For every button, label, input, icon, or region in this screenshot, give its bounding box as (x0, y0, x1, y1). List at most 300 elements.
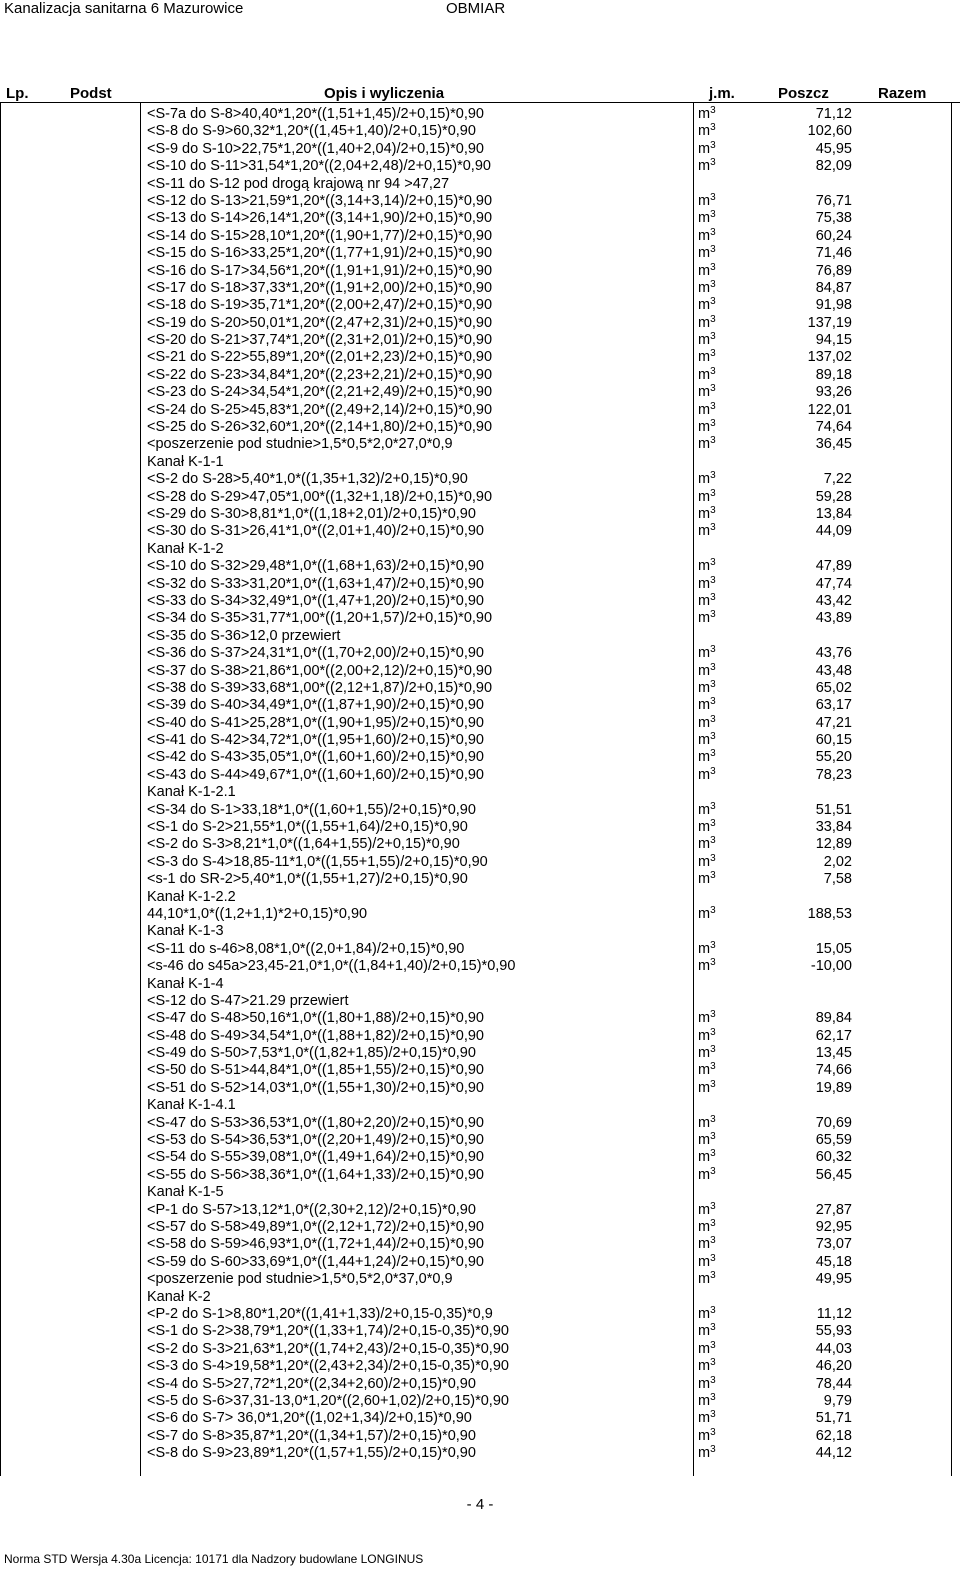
unit-exponent: 3 (710, 609, 716, 621)
row-value: 47,21 (815, 714, 852, 731)
table-row (0, 436, 960, 453)
row-description: <S-35 do S-36>12,0 przewiert (147, 627, 341, 644)
unit-base: m (698, 1427, 711, 1444)
row-description: <S-7 do S-8>35,87*1,20*((1,34+1,57)/2+0,15)*0,90 (147, 1427, 476, 1444)
unit-base: m (698, 766, 711, 783)
row-unit (698, 471, 716, 488)
row-description: <S-9 do S-10>22,75*1,20*((1,40+2,04)/2+0,15)*0,90 (147, 140, 484, 157)
row-description: <P-2 do S-1>8,80*1,20*((1,41+1,33)/2+0,15-0,35)*0,9 (147, 1305, 493, 1322)
table-row (0, 402, 960, 419)
row-unit (698, 1393, 716, 1410)
row-description: <S-38 do S-39>33,68*1,00*((2,12+1,87)/2+0,15)*0,90 (147, 679, 493, 696)
table-row (0, 1358, 960, 1375)
table-row (0, 767, 960, 784)
table-row (0, 1219, 960, 1236)
row-description: <S-8 do S-9>60,32*1,20*((1,45+1,40)/2+0,15)*0,90 (147, 123, 476, 140)
row-unit (698, 1132, 716, 1149)
unit-exponent: 3 (710, 557, 716, 569)
row-unit (698, 123, 716, 140)
row-value: 45,18 (815, 1253, 852, 1270)
row-description: <S-57 do S-58>49,89*1,0*((2,12+1,72)/2+0,15)*0,90 (147, 1219, 484, 1235)
row-description: <S-2 do S-28>5,40*1,0*((1,35+1,32)/2+0,15)*0,90 (147, 471, 468, 488)
row-value: 102,60 (807, 123, 852, 140)
row-unit (698, 506, 716, 523)
unit-base: m (698, 245, 711, 262)
unit-exponent: 3 (710, 383, 716, 395)
row-description: <S-2 do S-3>21,63*1,20*((1,74+2,43)/2+0,15-0,35)*0,90 (147, 1340, 509, 1357)
row-value: 63,17 (815, 697, 852, 714)
row-value: 70,69 (815, 1114, 852, 1131)
unit-base: m (698, 349, 711, 366)
row-description: <S-54 do S-55>39,08*1,0*((1,49+1,64)/2+0,15)*0,90 (147, 1149, 484, 1166)
table-row (0, 1097, 960, 1114)
unit-exponent: 3 (710, 400, 716, 412)
row-description: <S-17 do S-18>37,33*1,20*((1,91+2,00)/2+0,15)*0,90 (147, 279, 493, 296)
unit-exponent: 3 (710, 435, 716, 447)
row-value: 15,05 (815, 940, 852, 957)
row-description: <S-32 do S-33>31,20*1,0*((1,63+1,47)/2+0,15)*0,90 (147, 575, 484, 592)
row-description: Kanał K-1-2 (147, 540, 224, 557)
unit-base: m (698, 732, 711, 749)
unit-exponent: 3 (710, 1339, 716, 1351)
table-row (0, 1080, 960, 1097)
table-row (0, 384, 960, 401)
unit-exponent: 3 (710, 331, 716, 343)
unit-exponent: 3 (710, 1409, 716, 1421)
row-value: 33,84 (815, 819, 852, 836)
unit-exponent: 3 (710, 835, 716, 847)
row-unit (698, 1167, 716, 1184)
unit-exponent: 3 (710, 244, 716, 256)
unit-base: m (698, 384, 711, 401)
unit-base: m (698, 523, 711, 540)
row-description: Kanał K-1-5 (147, 1184, 224, 1201)
unit-base: m (698, 1410, 711, 1427)
unit-base: m (698, 697, 711, 714)
table-row (0, 1045, 960, 1062)
row-unit (698, 1045, 716, 1062)
table-row (0, 1149, 960, 1166)
row-value: 56,45 (815, 1166, 852, 1183)
row-description: <s-1 do SR-2>5,40*1,0*((1,55+1,27)/2+0,15)*0,90 (147, 871, 468, 888)
unit-exponent: 3 (710, 1131, 716, 1143)
table-row (0, 923, 960, 940)
unit-exponent: 3 (710, 487, 716, 499)
unit-base: m (698, 488, 711, 505)
unit-exponent: 3 (710, 1391, 716, 1403)
row-unit (698, 645, 716, 662)
row-value: 59,28 (815, 488, 852, 505)
table-row (0, 158, 960, 175)
unit-exponent: 3 (710, 678, 716, 690)
row-unit (698, 958, 716, 975)
row-description: <poszerzenie pod studnie>1,5*0,5*2,0*27,0*0,9 (147, 436, 453, 453)
unit-exponent: 3 (710, 296, 716, 308)
row-unit (698, 106, 716, 123)
document-header (0, 0, 960, 20)
column-opis: Opis i wyliczenia (324, 85, 445, 102)
row-unit (698, 819, 716, 836)
row-value: 44,12 (815, 1445, 852, 1462)
unit-base: m (698, 1445, 711, 1462)
table-row (0, 332, 960, 349)
row-description: <S-37 do S-38>21,86*1,00*((2,00+2,12)/2+0,15)*0,90 (147, 662, 493, 679)
row-description: <S-15 do S-16>33,25*1,20*((1,77+1,91)/2+0,15)*0,90 (147, 245, 493, 262)
row-unit (698, 610, 716, 627)
column-razem: Razem (878, 85, 927, 102)
row-unit (698, 593, 716, 610)
row-value: 82,09 (815, 158, 852, 175)
row-unit (698, 1271, 716, 1288)
table-row (0, 784, 960, 801)
table-row (0, 628, 960, 645)
table-row (0, 1236, 960, 1253)
unit-exponent: 3 (710, 1200, 716, 1212)
unit-base: m (698, 1392, 711, 1409)
row-description: <S-59 do S-60>33,69*1,0*((1,44+1,24)/2+0,15)*0,90 (147, 1253, 484, 1270)
unit-exponent: 3 (710, 105, 716, 116)
table-row (0, 715, 960, 732)
row-value: 75,38 (815, 210, 852, 227)
table-row (0, 176, 960, 193)
table-row (0, 576, 960, 593)
table-row (0, 367, 960, 384)
row-description: <S-25 do S-26>32,60*1,20*((2,14+1,80)/2+0,15)*0,90 (147, 419, 493, 436)
unit-exponent: 3 (710, 418, 716, 430)
row-description: <S-47 do S-48>50,16*1,0*((1,80+1,88)/2+0,15)*0,90 (147, 1010, 484, 1027)
row-value: 122,01 (807, 401, 852, 418)
row-unit (698, 906, 716, 923)
table-row (0, 349, 960, 366)
row-value: 7,22 (823, 471, 852, 488)
row-value: 51,51 (815, 801, 852, 818)
unit-exponent: 3 (710, 365, 716, 377)
row-description: <S-8 do S-9>23,89*1,20*((1,57+1,55)/2+0,15)*0,90 (147, 1445, 476, 1462)
row-unit (698, 1219, 716, 1236)
column-podst: Podst (70, 85, 112, 102)
table-row (0, 889, 960, 906)
unit-base: m (698, 1271, 711, 1288)
row-unit (698, 1010, 716, 1027)
table-row (0, 315, 960, 332)
row-unit (698, 158, 716, 175)
unit-base: m (698, 1201, 711, 1218)
row-unit (698, 1358, 716, 1375)
unit-base: m (698, 279, 711, 296)
table-row (0, 1254, 960, 1271)
unit-exponent: 3 (710, 157, 716, 169)
unit-exponent: 3 (710, 574, 716, 586)
unit-exponent: 3 (710, 504, 716, 516)
page-number: - 4 - (466, 1496, 494, 1513)
unit-base: m (698, 610, 711, 627)
row-unit (698, 402, 716, 419)
row-value: 137,19 (807, 314, 852, 331)
unit-exponent: 3 (710, 1165, 716, 1177)
row-description: <S-3 do S-4>19,58*1,20*((2,43+2,34)/2+0,15-0,35)*0,90 (147, 1358, 509, 1375)
row-description: <S-11 do S-12 pod drogą krajową nr 94 >47,27 (147, 175, 450, 192)
row-description: <S-34 do S-35>31,77*1,00*((1,20+1,57)/2+0,15)*0,90 (147, 610, 493, 627)
row-unit (698, 1254, 716, 1271)
row-value: 51,71 (815, 1410, 852, 1427)
table-row (0, 663, 960, 680)
software-footer: Norma STD Wersja 4.30a Licencja: 10171 dla Nadzory budowlane LONGINUS (4, 1552, 424, 1566)
unit-base: m (698, 1079, 711, 1096)
row-unit (698, 1202, 716, 1219)
unit-exponent: 3 (710, 1444, 716, 1456)
unit-base: m (698, 592, 711, 609)
row-description: <S-24 do S-25>45,83*1,20*((2,49+2,14)/2+0,15)*0,90 (147, 401, 493, 418)
row-description: <S-16 do S-17>34,56*1,20*((1,91+1,91)/2+0,15)*0,90 (147, 262, 493, 279)
row-unit (698, 1341, 716, 1358)
unit-exponent: 3 (710, 522, 716, 534)
row-unit (698, 1376, 716, 1393)
row-value: 74,66 (815, 1062, 852, 1079)
row-description: <S-18 do S-19>35,71*1,20*((2,00+2,47)/2+0,15)*0,90 (147, 297, 493, 314)
unit-exponent: 3 (710, 1304, 716, 1316)
row-description: Kanał K-1-4.1 (147, 1097, 236, 1114)
row-description: <S-53 do S-54>36,53*1,0*((2,20+1,49)/2+0,15)*0,90 (147, 1132, 484, 1149)
row-value: 78,44 (815, 1375, 852, 1392)
row-value: 36,45 (815, 436, 852, 453)
row-description: <S-33 do S-34>32,49*1,0*((1,47+1,20)/2+0,15)*0,90 (147, 592, 484, 609)
row-description: <S-22 do S-23>34,84*1,20*((2,23+2,21)/2+0,15)*0,90 (147, 366, 493, 383)
row-value: 43,76 (815, 645, 852, 662)
row-value: 12,89 (815, 836, 852, 853)
row-description: Kanał K-1-4 (147, 975, 224, 992)
unit-base: m (698, 1045, 711, 1062)
unit-exponent: 3 (710, 644, 716, 656)
unit-exponent: 3 (710, 1078, 716, 1090)
row-unit (698, 1062, 716, 1079)
unit-base: m (698, 314, 711, 331)
row-description: <P-1 do S-57>13,12*1,0*((2,30+2,12)/2+0,15)*0,90 (147, 1201, 476, 1218)
row-unit (698, 141, 716, 158)
row-value: 13,45 (815, 1045, 852, 1062)
row-value: 43,89 (815, 610, 852, 627)
unit-base: m (698, 558, 711, 575)
unit-base: m (698, 1340, 711, 1357)
row-description: <S-4 do S-5>27,72*1,20*((2,34+2,60)/2+0,15)*0,90 (147, 1375, 476, 1392)
table-row (0, 471, 960, 488)
unit-base: m (698, 1062, 711, 1079)
table-row (0, 680, 960, 697)
unit-exponent: 3 (710, 1357, 716, 1369)
row-unit (698, 836, 716, 853)
table-row (0, 1306, 960, 1323)
unit-exponent: 3 (710, 818, 716, 830)
unit-base: m (698, 1010, 711, 1027)
unit-exponent: 3 (710, 1218, 716, 1229)
unit-exponent: 3 (710, 278, 716, 290)
row-description: Kanał K-1-2.2 (147, 888, 236, 905)
row-unit (698, 680, 716, 697)
row-description: <S-50 do S-51>44,84*1,0*((1,85+1,55)/2+0,15)*0,90 (147, 1062, 484, 1079)
table-row (0, 1028, 960, 1045)
table-row (0, 228, 960, 245)
unit-base: m (698, 819, 711, 836)
row-description: <S-40 do S-41>25,28*1,0*((1,90+1,95)/2+0,15)*0,90 (147, 714, 484, 731)
row-value: 45,95 (815, 140, 852, 157)
table-row (0, 958, 960, 975)
row-description: <S-29 do S-30>8,81*1,0*((1,18+2,01)/2+0,15)*0,90 (147, 505, 476, 522)
unit-exponent: 3 (710, 1061, 716, 1073)
row-unit (698, 297, 716, 314)
row-unit (698, 697, 716, 714)
row-unit (698, 489, 716, 506)
unit-base: m (698, 645, 711, 662)
table-row (0, 645, 960, 662)
table-row (0, 1289, 960, 1306)
row-value: 62,18 (815, 1427, 852, 1444)
measurement-rows (0, 106, 960, 1462)
row-description: <S-20 do S-21>37,74*1,20*((2,31+2,01)/2+0,15)*0,90 (147, 332, 493, 349)
row-value: 188,53 (807, 905, 852, 922)
row-value: 60,32 (815, 1149, 852, 1166)
row-description: <S-36 do S-37>24,31*1,0*((1,70+2,00)/2+0,15)*0,90 (147, 645, 484, 662)
unit-base: m (698, 1253, 711, 1270)
unit-exponent: 3 (710, 939, 716, 951)
row-value: 76,71 (815, 192, 852, 209)
unit-exponent: 3 (710, 731, 716, 743)
table-row (0, 245, 960, 262)
unit-exponent: 3 (710, 226, 716, 238)
unit-exponent: 3 (710, 1009, 716, 1021)
table-row (0, 1445, 960, 1462)
unit-base: m (698, 419, 711, 436)
row-unit (698, 663, 716, 680)
row-unit (698, 767, 716, 784)
table-row (0, 906, 960, 923)
row-description: <S-13 do S-14>26,14*1,20*((3,14+1,90)/2+0,15)*0,90 (147, 210, 493, 227)
row-unit (698, 436, 716, 453)
row-value: 71,12 (815, 106, 852, 122)
table-row (0, 506, 960, 523)
row-description: Kanał K-2 (147, 1288, 211, 1305)
row-description: <S-47 do S-53>36,53*1,0*((1,80+2,20)/2+0,15)*0,90 (147, 1114, 484, 1131)
unit-exponent: 3 (710, 1235, 716, 1247)
row-description: <S-49 do S-50>7,53*1,0*((1,82+1,85)/2+0,15)*0,90 (147, 1045, 476, 1062)
row-unit (698, 715, 716, 732)
row-value: 7,58 (823, 871, 852, 888)
unit-base: m (698, 662, 711, 679)
row-value: 91,98 (815, 297, 852, 314)
unit-exponent: 3 (710, 957, 716, 969)
table-row (0, 1115, 960, 1132)
table-row (0, 1410, 960, 1427)
row-value: 60,24 (815, 227, 852, 244)
row-description: <S-12 do S-13>21,59*1,20*((3,14+3,14)/2+0,15)*0,90 (147, 192, 493, 209)
table-row (0, 1202, 960, 1219)
row-unit (698, 1115, 716, 1132)
row-unit (698, 367, 716, 384)
table-row (0, 454, 960, 471)
unit-base: m (698, 192, 711, 209)
row-value: -10,00 (810, 958, 852, 975)
row-description: <S-23 do S-24>34,54*1,20*((2,21+2,49)/2+0,15)*0,90 (147, 384, 493, 401)
row-description: <S-7a do S-8>40,40*1,20*((1,51+1,45)/2+0,15)*0,90 (147, 106, 484, 122)
unit-exponent: 3 (710, 1113, 716, 1125)
table-row (0, 1132, 960, 1149)
unit-exponent: 3 (710, 765, 716, 777)
column-poszcz: Poszcz (778, 85, 829, 102)
unit-base: m (698, 332, 711, 349)
row-unit (698, 749, 716, 766)
unit-base: m (698, 853, 711, 870)
unit-base: m (698, 106, 711, 122)
table-row (0, 141, 960, 158)
table-row (0, 280, 960, 297)
unit-base: m (698, 262, 711, 279)
row-description: 44,10*1,0*((1,2+1,1)*2+0,15)*0,90 (147, 905, 368, 922)
table-row (0, 541, 960, 558)
row-unit (698, 193, 716, 210)
row-description: <S-1 do S-2>21,55*1,0*((1,55+1,64)/2+0,15)*0,90 (147, 819, 468, 836)
table-row (0, 941, 960, 958)
unit-exponent: 3 (710, 852, 716, 864)
unit-exponent: 3 (710, 713, 716, 725)
row-description: <S-10 do S-32>29,48*1,0*((1,68+1,63)/2+0,15)*0,90 (147, 558, 484, 575)
table-row (0, 419, 960, 436)
row-value: 76,89 (815, 262, 852, 279)
row-value: 47,74 (815, 575, 852, 592)
row-value: 74,64 (815, 419, 852, 436)
row-description: <S-48 do S-49>34,54*1,0*((1,88+1,82)/2+0,15)*0,90 (147, 1027, 484, 1044)
table-row (0, 593, 960, 610)
row-description: <S-1 do S-2>38,79*1,20*((1,33+1,74)/2+0,15-0,35)*0,90 (147, 1323, 509, 1340)
table-row (0, 854, 960, 871)
unit-base: m (698, 801, 711, 818)
unit-exponent: 3 (710, 348, 716, 360)
unit-base: m (698, 1149, 711, 1166)
row-value: 44,03 (815, 1340, 852, 1357)
document-title: Kanalizacja sanitarna 6 Mazurowice (4, 0, 244, 17)
row-description: <S-21 do S-22>55,89*1,20*((2,01+2,23)/2+0,15)*0,90 (147, 349, 493, 366)
row-description: <S-41 do S-42>34,72*1,0*((1,95+1,60)/2+0,15)*0,90 (147, 732, 484, 749)
row-unit (698, 576, 716, 593)
row-value: 92,95 (815, 1219, 852, 1235)
row-unit (698, 1445, 716, 1462)
unit-exponent: 3 (710, 904, 716, 916)
unit-exponent: 3 (710, 1270, 716, 1282)
unit-base: m (698, 1114, 711, 1131)
row-description: <S-10 do S-11>31,54*1,20*((2,04+2,48)/2+0,15)*0,90 (147, 158, 491, 175)
row-unit (698, 280, 716, 297)
unit-base: m (698, 401, 711, 418)
row-value: 94,15 (815, 332, 852, 349)
row-value: 2,02 (823, 853, 852, 870)
unit-base: m (698, 227, 711, 244)
table-row (0, 871, 960, 888)
row-description: <poszerzenie pod studnie>1,5*0,5*2,0*37,0*0,9 (147, 1271, 453, 1288)
row-description: <S-58 do S-59>46,93*1,0*((1,72+1,44)/2+0,15)*0,90 (147, 1236, 484, 1253)
column-lp: Lp. (6, 85, 29, 102)
row-description: <S-11 do s-46>8,08*1,0*((2,0+1,84)/2+0,15)*0,90 (147, 940, 465, 957)
unit-base: m (698, 297, 711, 314)
unit-base: m (698, 836, 711, 853)
row-value: 84,87 (815, 279, 852, 296)
unit-base: m (698, 1236, 711, 1253)
unit-base: m (698, 140, 711, 157)
unit-exponent: 3 (710, 1026, 716, 1038)
unit-base: m (698, 123, 711, 140)
row-description: <s-46 do s45a>23,45-21,0*1,0*((1,84+1,40)/2+0,15)*0,90 (147, 958, 516, 975)
row-unit (698, 245, 716, 262)
row-value: 55,20 (815, 749, 852, 766)
unit-exponent: 3 (710, 800, 716, 812)
table-row (0, 976, 960, 993)
row-unit (698, 315, 716, 332)
